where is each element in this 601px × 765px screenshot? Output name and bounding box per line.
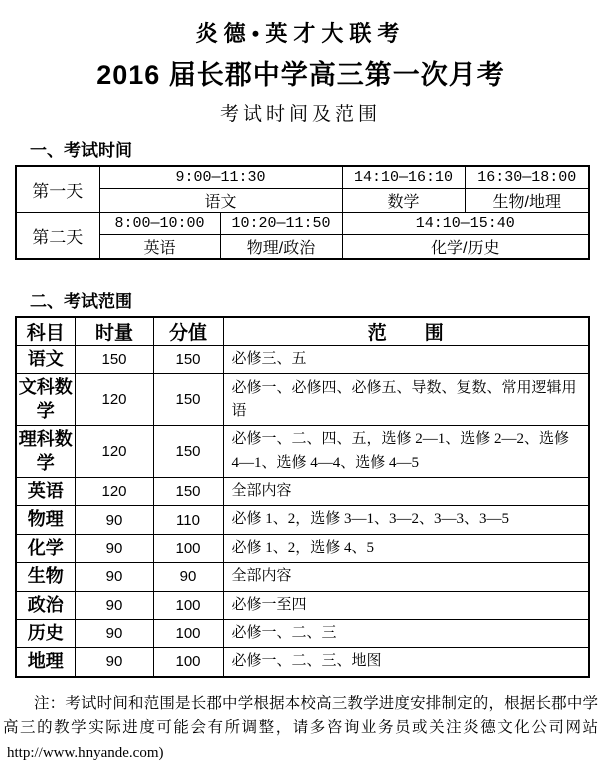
section-title-exam-scope: 二、考试范围 xyxy=(30,291,132,311)
table-row xyxy=(16,563,589,591)
table-row xyxy=(16,426,589,478)
score-cell: 100 xyxy=(153,648,223,677)
score-cell: 100 xyxy=(153,591,223,619)
score-cell: 100 xyxy=(153,619,223,647)
table-row xyxy=(16,648,589,677)
table-row xyxy=(16,188,589,212)
table-row xyxy=(16,534,589,562)
score-cell: 150 xyxy=(153,426,223,478)
brand-title: 炎德•英才大联考 xyxy=(195,21,406,46)
table-row xyxy=(16,234,589,259)
footer-note-line: 高三的教学实际进度可能会有所调整，请多咨询业务员或关注炎德文化公司网站 xyxy=(3,719,598,737)
table-row xyxy=(16,346,589,374)
range-cell: 必修一、二、四、五，选修 2—1、选修 2—2、选修 4—1、选修 4—4、选修 4—5 xyxy=(223,426,589,478)
day1-label: 第一天 xyxy=(16,166,99,212)
day2-label: 第二天 xyxy=(16,212,99,259)
duration-cell: 90 xyxy=(75,534,153,562)
day1-slot3-subject: 生物/地理 xyxy=(465,188,589,212)
duration-cell: 90 xyxy=(75,619,153,647)
table-row xyxy=(16,212,589,234)
score-cell: 100 xyxy=(153,534,223,562)
footer-note xyxy=(3,692,598,765)
duration-cell: 90 xyxy=(75,591,153,619)
day2-slot2-time: 10:20—11:50 xyxy=(220,212,342,234)
score-cell: 150 xyxy=(153,346,223,374)
section-title-exam-time: 一、考试时间 xyxy=(30,141,132,160)
range-cell: 全部内容 xyxy=(223,477,589,505)
subject-cell: 地理 xyxy=(16,648,75,677)
duration-cell: 90 xyxy=(75,648,153,677)
table-row xyxy=(16,477,589,505)
subject-cell: 文科数学 xyxy=(16,374,75,426)
table-row xyxy=(16,374,589,426)
exam-notice-page xyxy=(0,17,601,762)
exam-scope-table xyxy=(15,316,590,678)
day1-slot2-subject: 数学 xyxy=(342,188,465,212)
range-cell: 必修 1、2，选修 4、5 xyxy=(223,534,589,562)
day1-slot1-time: 9:00—11:30 xyxy=(99,166,342,188)
subject-cell: 英语 xyxy=(16,477,75,505)
day1-slot2-time: 14:10—16:10 xyxy=(342,166,465,188)
score-cell: 90 xyxy=(153,563,223,591)
subject-cell: 生物 xyxy=(16,563,75,591)
subject-cell: 语文 xyxy=(16,346,75,374)
score-cell: 110 xyxy=(153,506,223,534)
range-cell: 必修一、二、三、地图 xyxy=(223,648,589,677)
table-row xyxy=(16,619,589,647)
duration-cell: 120 xyxy=(75,477,153,505)
exam-schedule-table xyxy=(15,165,590,260)
duration-cell: 150 xyxy=(75,346,153,374)
range-cell: 必修三、五 xyxy=(223,346,589,374)
range-cell: 必修一、必修四、必修五、导数、复数、常用逻辑用语 xyxy=(223,374,589,426)
range-cell: 必修一、二、三 xyxy=(223,619,589,647)
day1-slot1-subject: 语文 xyxy=(99,188,342,212)
footer-note-line: 注：考试时间和范围是长郡中学根据本校高三教学进度安排制定的，根据长郡中学 xyxy=(34,694,598,712)
table-header-row xyxy=(16,317,589,346)
day2-slot3-time: 14:10—15:40 xyxy=(342,212,589,234)
score-cell: 150 xyxy=(153,374,223,426)
duration-cell: 120 xyxy=(75,374,153,426)
duration-cell: 120 xyxy=(75,426,153,478)
day2-slot1-subject: 英语 xyxy=(99,234,220,259)
subject-cell: 物理 xyxy=(16,506,75,534)
subject-cell: 理科数学 xyxy=(16,426,75,478)
range-cell: 全部内容 xyxy=(223,563,589,591)
subject-cell: 政治 xyxy=(16,591,75,619)
column-header-score: 分值 xyxy=(153,317,223,346)
column-header-range: 范 围 xyxy=(223,317,589,346)
score-cell: 150 xyxy=(153,477,223,505)
table-row xyxy=(16,166,589,188)
day2-slot2-subject: 物理/政治 xyxy=(220,234,342,259)
range-cell: 必修 1、2，选修 3—1、3—2、3—3、3—5 xyxy=(223,506,589,534)
footer-note-url: http://www.hnyande.com) xyxy=(7,745,164,762)
subject-cell: 化学 xyxy=(16,534,75,562)
column-header-duration: 时量 xyxy=(75,317,153,346)
page-subtitle: 考试时间及范围 xyxy=(219,104,381,125)
duration-cell: 90 xyxy=(75,506,153,534)
column-header-subject: 科目 xyxy=(16,317,75,346)
day1-slot3-time: 16:30—18:00 xyxy=(465,166,589,188)
day2-slot1-time: 8:00—10:00 xyxy=(99,212,220,234)
duration-cell: 90 xyxy=(75,563,153,591)
table-row xyxy=(16,506,589,534)
page-title: 2016 届长郡中学高三第一次月考 xyxy=(96,60,505,90)
range-cell: 必修一至四 xyxy=(223,591,589,619)
day2-slot3-subject: 化学/历史 xyxy=(342,234,589,259)
table-row xyxy=(16,591,589,619)
subject-cell: 历史 xyxy=(16,619,75,647)
